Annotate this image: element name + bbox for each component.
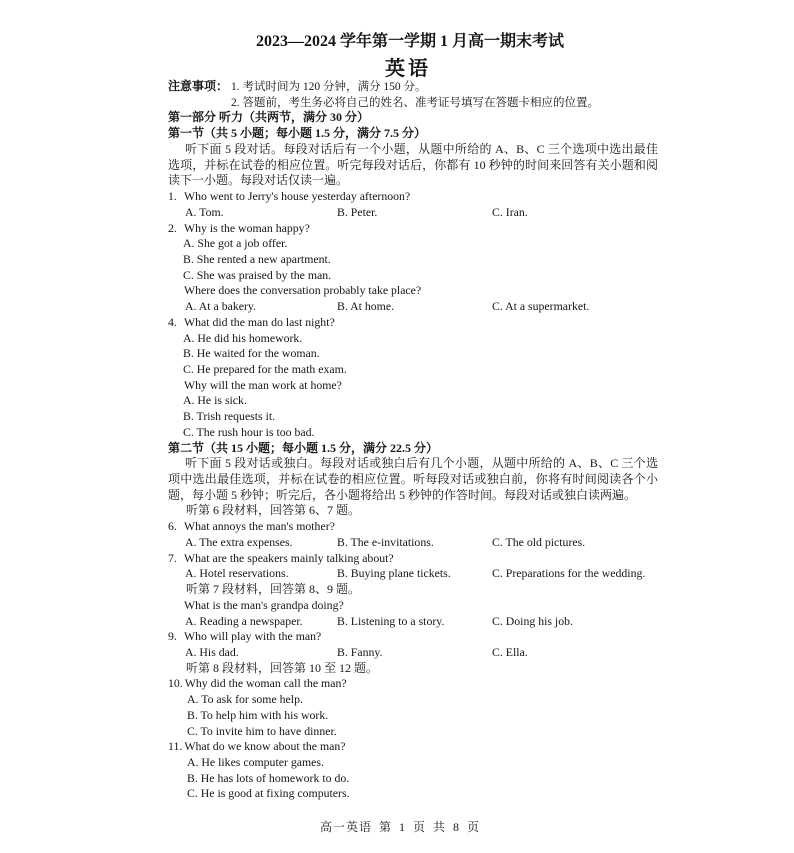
question-stem: [168, 676, 658, 692]
question-6: [168, 519, 658, 550]
option-c: C. He is good at fixing computers.: [187, 786, 350, 801]
question-2: [168, 221, 658, 284]
question-stem: [168, 551, 658, 567]
note-line-1: [168, 79, 658, 95]
question-number: 9.: [168, 629, 177, 644]
option-a: A. She got a job offer.: [183, 236, 288, 251]
section-2-instructions: 听下面 5 段对话或独白。每段对话或独白后有几个小题，从题中所给的 A、B、C 三个选项中选出最佳选项，并标在试卷的相应位置。听每段对话或独白前，你将有时间阅读各个小题，每小题 5 秒钟；听完后，各小题将给出 5 秒钟的作答时间。每段对话或独白读两遍。: [168, 456, 658, 502]
section-1-instructions: 听下面 5 段对话。每段对话后有一个小题，从题中所给的 A、B、C 三个选项中选出最佳选项，并标在试卷的相应位置。听完每段对话后，你都有 10 秒钟的时间来回答有关小题和阅读下一小题。每段对话仅读一遍。: [168, 141, 658, 188]
option-a: A. Reading a newspaper.: [185, 613, 303, 628]
option-b: B. To help him with his work.: [187, 707, 329, 722]
question-8: [168, 598, 658, 629]
options-row: [168, 566, 658, 582]
option-a: A. Hotel reservations.: [185, 566, 289, 581]
question-stem: [168, 283, 658, 299]
option-c: C. The rush hour is too bad.: [183, 424, 315, 439]
options-row: [168, 614, 658, 630]
question-text: What are the speakers mainly talking about?: [184, 550, 394, 565]
question-stem: [168, 598, 658, 614]
question-text: Why did the woman call the man?: [184, 676, 347, 691]
notes-label: 注意事项：: [168, 79, 229, 93]
question-number: 10.: [168, 676, 183, 691]
material-intro-8: 听第 8 段材料，回答第 10 至 12 题。: [186, 660, 379, 675]
exam-subject: 英语: [385, 58, 431, 80]
option-a: A. Tom.: [185, 204, 224, 219]
question-7: [168, 551, 658, 582]
question-text: What did the man do last night?: [184, 314, 335, 329]
option-b: B. She rented a new apartment.: [183, 251, 331, 266]
question-5: [168, 378, 658, 441]
option-c: C. He prepared for the math exam.: [183, 361, 347, 376]
question-3: [168, 283, 658, 314]
option-a: A. His dad.: [185, 644, 239, 659]
option-a: A. To ask for some help.: [187, 692, 303, 707]
option-a: A. He likes computer games.: [187, 754, 324, 769]
option-a: A. He is sick.: [183, 393, 247, 408]
question-stem: [168, 189, 658, 205]
option-c: C. To invite him to have dinner.: [187, 723, 337, 738]
option-b: B. Peter.: [337, 204, 378, 219]
option-a: A. At a bakery.: [185, 299, 256, 314]
section-2-heading: 第二节（共 15 小题；每小题 1.5 分，满分 22.5 分）: [168, 440, 439, 455]
question-text: What do we know about the man?: [184, 739, 346, 754]
question-text: Who went to Jerry's house yesterday afternoon?: [184, 189, 411, 204]
question-text: Who will play with the man?: [184, 629, 322, 644]
question-9: [168, 629, 658, 660]
note-item-1: 1. 考试时间为 120 分钟，满分 150 分。: [231, 81, 427, 93]
question-number: 11.: [168, 739, 183, 754]
question-4: [168, 315, 658, 378]
question-stem: [168, 739, 658, 755]
question-text: Why will the man work at home?: [184, 377, 342, 392]
question-number: 4.: [168, 314, 177, 329]
section-1-heading: 第一节（共 5 小题；每小题 1.5 分，满分 7.5 分）: [168, 126, 427, 141]
option-c: C. Iran.: [492, 204, 528, 219]
material-intro-6: 听第 6 段材料，回答第 6、7 题。: [186, 503, 361, 518]
question-number: 1.: [168, 189, 177, 204]
question-number: 6.: [168, 519, 177, 534]
option-c: C. She was praised by the man.: [183, 267, 332, 282]
option-a: A. The extra expenses.: [185, 534, 293, 549]
question-stem: [168, 629, 658, 645]
option-c: C. The old pictures.: [492, 534, 586, 549]
option-c: C. Doing his job.: [492, 613, 573, 628]
question-1: [168, 189, 658, 220]
options-row: [168, 645, 658, 661]
options-row: [168, 205, 658, 221]
exam-title: 2023—2024 学年第一学期 1 月高一期末考试: [255, 33, 564, 50]
question-text: What is the man's grandpa doing?: [184, 597, 344, 612]
options-row: [168, 299, 658, 315]
question-text: Why is the woman happy?: [184, 220, 310, 235]
question-text: What annoys the man's mother?: [184, 519, 335, 534]
option-b: B. Listening to a story.: [337, 613, 445, 628]
question-stem: [168, 378, 658, 394]
question-stem: [168, 315, 658, 331]
note-item-2: 2. 答题前，考生务必将自己的姓名、准考证号填写在答题卡相应的位置。: [231, 96, 599, 109]
part-heading: 第一部分 听力（共两节，满分 30 分）: [168, 110, 370, 125]
question-stem: [168, 221, 658, 237]
option-b: B. At home.: [337, 299, 395, 314]
option-a: A. He did his homework.: [183, 330, 303, 345]
option-c: C. At a supermarket.: [492, 299, 590, 314]
note-line-2: [168, 95, 658, 111]
question-stem: [168, 519, 658, 535]
question-11: [168, 739, 658, 802]
question-10: [168, 676, 658, 739]
option-b: B. The e-invitations.: [337, 534, 434, 549]
option-c: C. Ella.: [492, 644, 528, 659]
option-b: B. He has lots of homework to do.: [187, 770, 350, 785]
question-number: 2.: [168, 220, 177, 235]
option-b: B. Trish requests it.: [183, 409, 276, 424]
exam-content: [168, 79, 658, 802]
question-number: 7.: [168, 550, 177, 565]
option-b: B. Buying plane tickets.: [337, 566, 451, 581]
page-footer: 高一英语 第 1 页 共 8 页: [319, 820, 480, 834]
options-row: [168, 535, 658, 551]
option-b: B. Fanny.: [337, 644, 383, 659]
material-intro-7: 听第 7 段材料，回答第 8、9 题。: [186, 582, 361, 597]
option-c: C. Preparations for the wedding.: [492, 566, 646, 581]
question-text: Where does the conversation probably take place?: [184, 283, 422, 298]
option-b: B. He waited for the woman.: [183, 346, 320, 361]
